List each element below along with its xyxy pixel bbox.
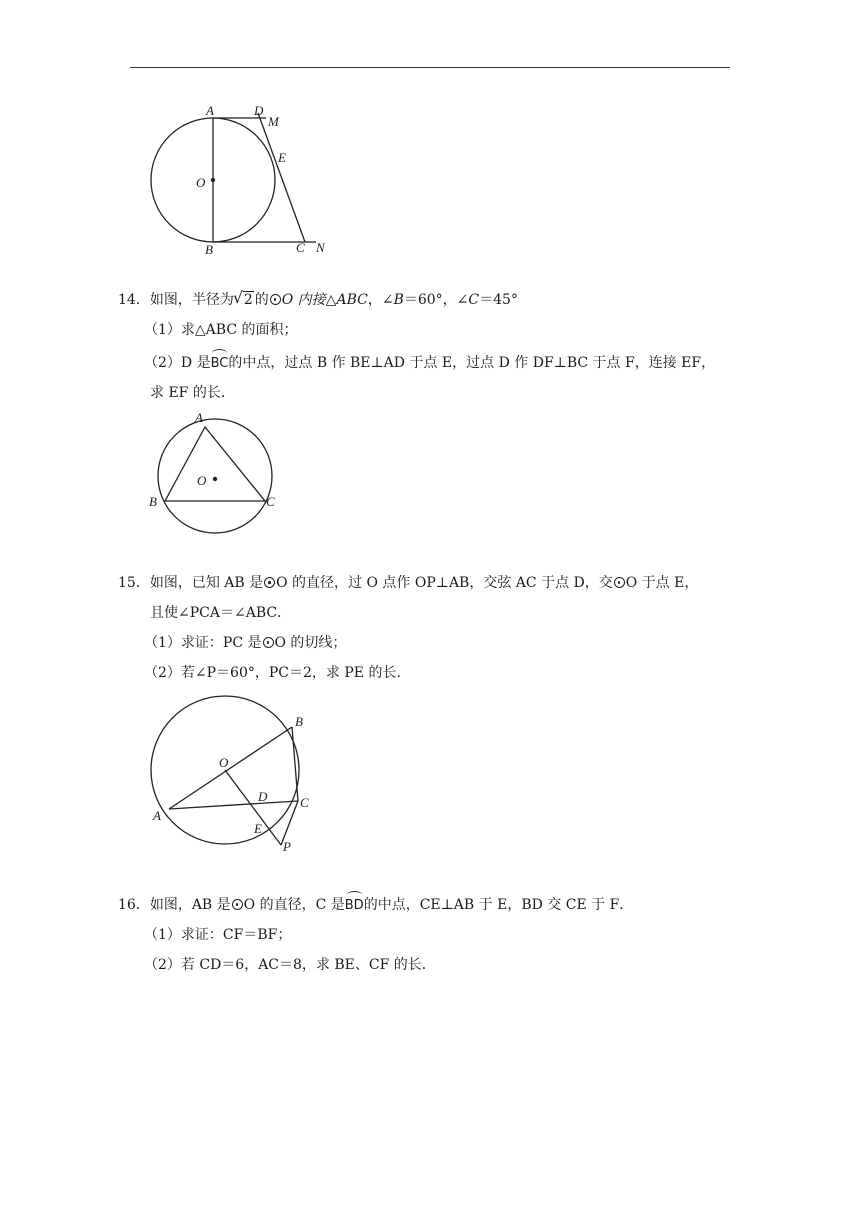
figure-q14 xyxy=(145,405,285,535)
label-E: E xyxy=(254,821,262,836)
circle-dot-icon xyxy=(270,294,281,305)
label-A: A xyxy=(195,410,203,425)
label-D: D xyxy=(254,103,264,118)
arc-symbol: BC xyxy=(211,354,229,374)
q15-part2: （2）若∠P＝60°，PC＝2，求 PE 的长． xyxy=(144,665,411,681)
label-B: B xyxy=(295,714,303,729)
q15-stem: 15．如图，已知 AB 是 O 的直径，过 O 点作 OP⊥AB，交弦 AC 于点 D，交 O 于点 E， xyxy=(118,575,699,591)
label-D: D xyxy=(258,789,268,804)
figure-q15 xyxy=(145,695,325,865)
header-rule xyxy=(130,67,730,68)
label-M: M xyxy=(268,114,279,129)
circle-dot-icon xyxy=(614,577,625,588)
circle-dot-icon xyxy=(263,637,274,648)
label-O: O xyxy=(197,473,207,488)
q14-part2: （2）D 是BC的中点，过点 B 作 BE⊥AD 于点 E，过点 D 作 DF⊥BC 于点 F，连接 EF， xyxy=(144,353,715,374)
circle-dot-icon xyxy=(264,577,275,588)
label-E: E xyxy=(278,150,286,165)
circle-dot-icon xyxy=(232,899,243,910)
figure-q13 xyxy=(140,100,340,260)
arc-symbol: BD xyxy=(345,896,364,916)
q15-part1: （1）求证：PC 是 O 的切线； xyxy=(144,635,347,651)
label-C: C xyxy=(296,240,305,255)
label-A: A xyxy=(206,103,214,118)
q16-part2: （2）若 CD＝6，AC＝8，求 BE、CF 的长． xyxy=(144,957,436,973)
label-P: P xyxy=(283,839,291,854)
sqrt-symbol: √ 2 xyxy=(234,290,254,310)
q16-part1: （1）求证：CF＝BF； xyxy=(144,927,292,943)
label-N: N xyxy=(316,240,325,255)
q15-stem-cont: 且使∠PCA＝∠ABC． xyxy=(150,605,292,621)
label-C: C xyxy=(300,795,309,810)
label-B: B xyxy=(149,494,157,509)
q14-stem: 14．如图，半径为√ 2 的 O 内接△ABC，∠B＝60°，∠C＝45° xyxy=(118,290,518,310)
q14-part1: （1）求△ABC 的面积； xyxy=(144,322,298,338)
label-B: B xyxy=(205,242,213,257)
label-O: O xyxy=(196,175,206,190)
label-O: O xyxy=(219,755,229,770)
label-A: A xyxy=(153,808,161,823)
q16-stem: 16．如图，AB 是 O 的直径，C 是BD的中点，CE⊥AB 于 E，BD 交 CE 于 F． xyxy=(118,895,633,916)
q14-part2-cont: 求 EF 的长． xyxy=(150,385,235,401)
label-C: C xyxy=(266,494,275,509)
